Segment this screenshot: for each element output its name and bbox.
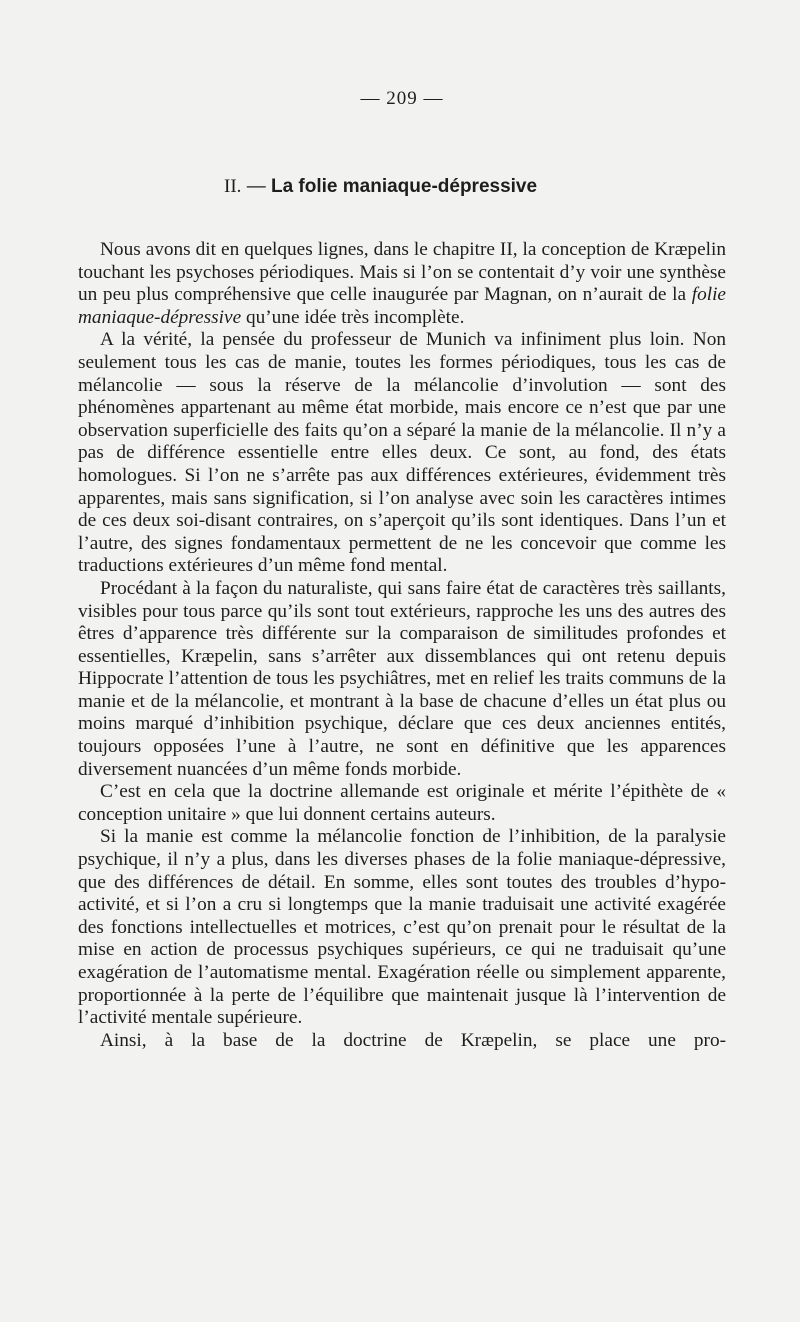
page-number: — 209 — — [360, 88, 444, 109]
paragraph-5: Si la manie est comme la mélancolie fonction de l’inhibition, de la paralysie psychique, il n’y a plus, dans les diverses phases de la folie maniaque-dépressive, que des différences de détail. En somme, elles sont toutes des troubles d’hypo-activité, et si l’on a cru si longtemps que la manie traduisait une activité exagérée des fonctions intellectuelles et motrices, c’est qu’on prenait pour le résultat de la mise en action de processus psychiques supérieurs, ce qui ne traduisait qu’une exagération de l’automatisme mental. Exagération réelle ou simplement apparente, proportionnée à la perte de l’équilibre que maintenait jusque là l’intervention de l’activité mentale supérieure. — [78, 826, 726, 1029]
paragraph-1-text-a: Nous avons dit en quelques lignes, dans le chapitre II, la conception de Kræpelin touchant les psychoses périodiques. Mais si l’on se contentait d’y voir une synthèse un peu plus compréhensive que celle inaugurée par Magnan, on n’aurait de la — [78, 239, 726, 306]
heading-dash: — — [246, 176, 266, 197]
section-number: II. — [224, 176, 242, 197]
body-text — [78, 239, 726, 1052]
paragraph-4: C’est en cela que la doctrine allemande est originale et mérite l’épithète de « conception unitaire » que lui donnent certains auteurs. — [78, 781, 726, 825]
paragraph-1 — [78, 239, 726, 329]
paragraph-1-italic-term: folie maniaque-dépressive — [78, 284, 726, 328]
section-heading — [78, 176, 726, 198]
paragraph-6: Ainsi, à la base de la doctrine de Kræpelin, se place une pro- — [100, 1029, 726, 1051]
paragraph-2: A la vérité, la pensée du professeur de Munich va infiniment plus loin. Non seulement tous les cas de manie, toutes les formes périodiques, tous les cas de mélancolie — sous la réserve de la mélancolie d’involution — sont des phénomènes appartenant au même état morbide, mais encore ce n’est que par une observation superficielle des faits qu’on a séparé la manie de la mélancolie. Il n’y a pas de différence essentielle entre elles deux. Ce sont, au fond, des états homologues. Si l’on ne s’arrête pas aux différences extérieures, évidemment très apparentes, mais sans signification, si l’on analyse avec soin les caractères intimes de ces deux soi-disant contraires, on s’aperçoit qu’ils sont identiques. Dans l’un et l’autre, des signes fondamentaux permettent de ne les concevoir que comme les traductions extérieures d’un même fond mental. — [78, 329, 726, 577]
paragraph-1-text-b: qu’une idée très incomplète. — [241, 306, 465, 328]
book-page — [78, 88, 726, 1052]
section-title: La folie maniaque-dépressive — [270, 176, 538, 197]
paragraph-3: Procédant à la façon du naturaliste, qui sans faire état de caractères très saillants, visibles pour tous parce qu’ils sont tout extérieurs, rapproche les uns des autres des êtres d’apparence très différente sur la comparaison de similitudes profondes et essentielles, Kræpelin, sans s’arrêter aux dissemblances qui ont retenu depuis Hippocrate l’attention de tous les psychiâtres, met en relief les traits communs de la manie et de la mélancolie, et montrant à la base de chacune d’elles un état plus ou moins marqué d’inhibition psychique, déclare que ces deux anciennes entités, toujours opposées l’une à l’autre, ne sont en définitive que les apparences diversement nuancées d’un même fonds morbide. — [78, 577, 726, 780]
